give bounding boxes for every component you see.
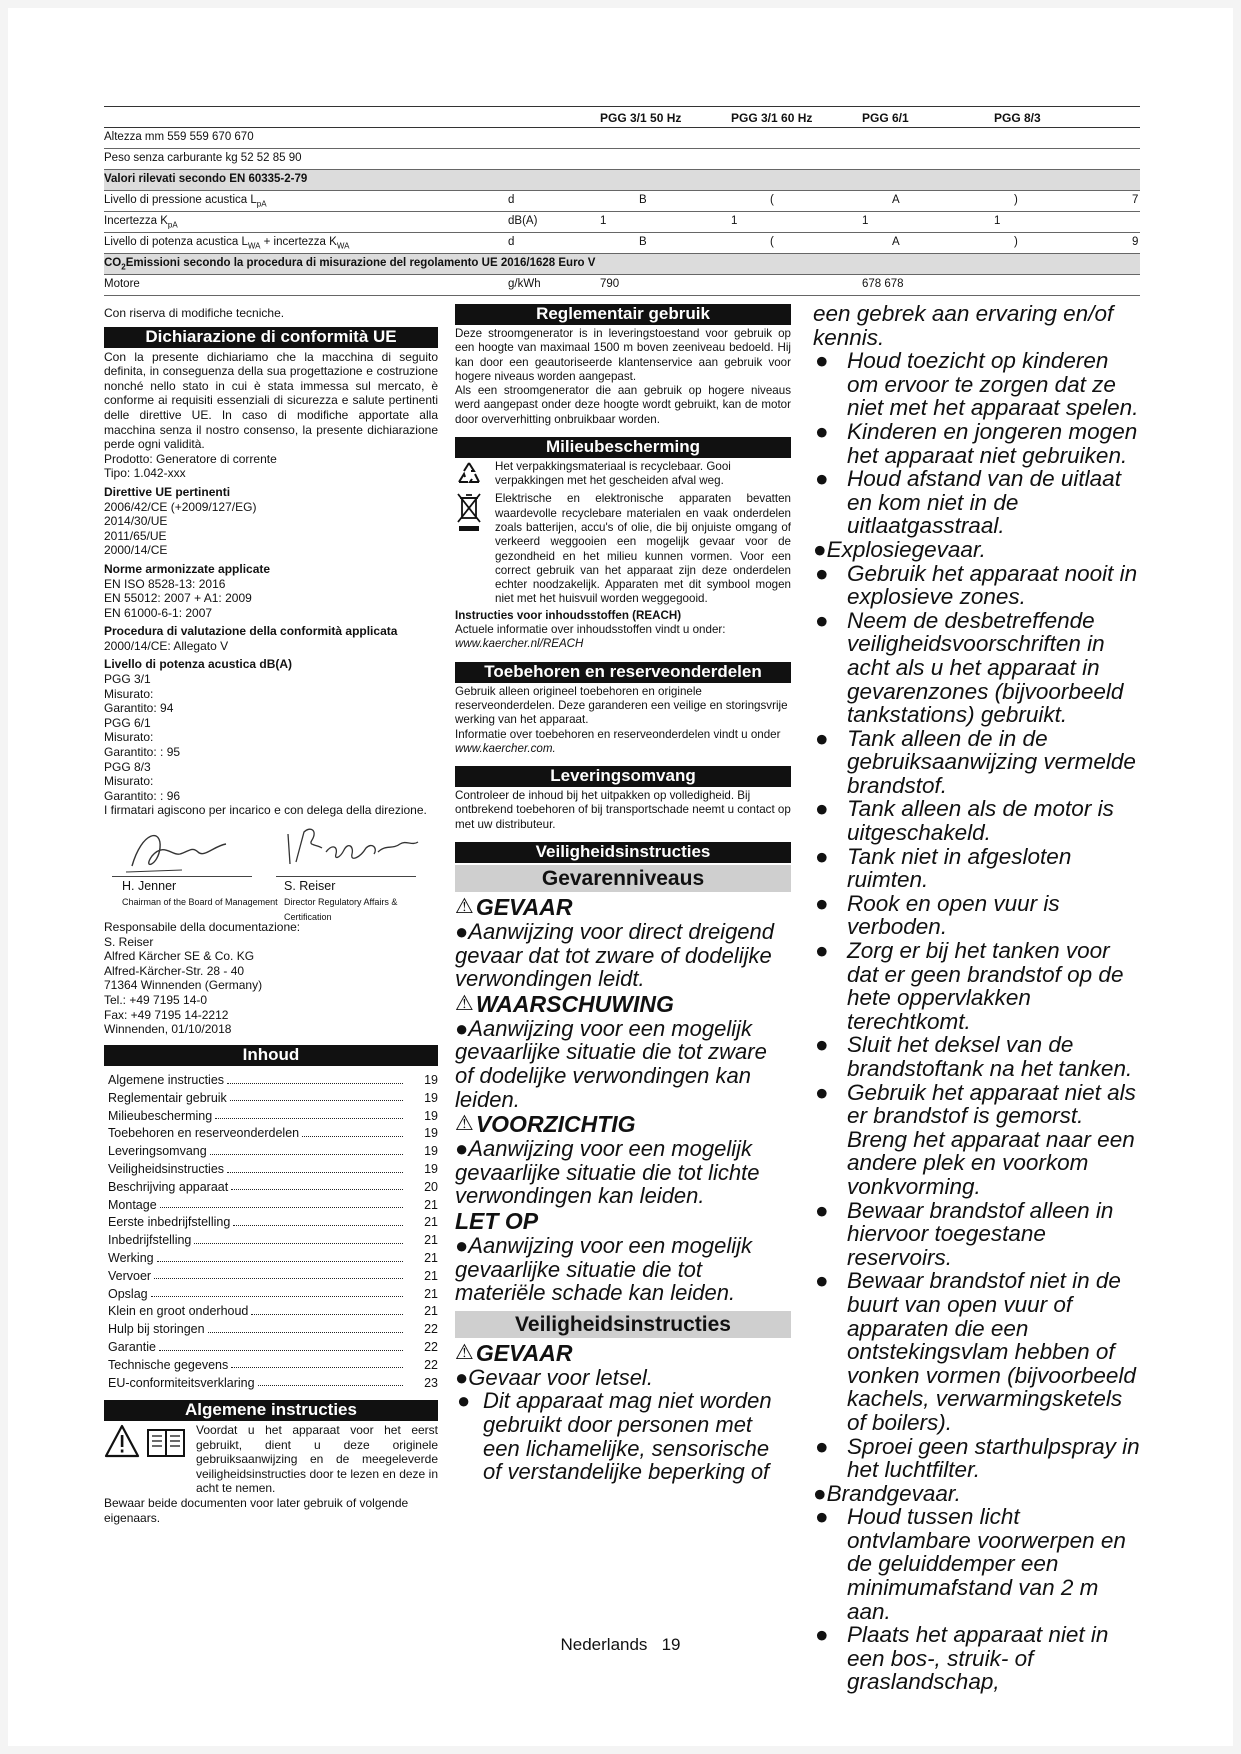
sound-line: Misurato: xyxy=(104,730,154,745)
crossed-bin-icon xyxy=(455,492,483,534)
paragraph: Bewaar beide documenten voor later gebruik of volgende eigenaars. xyxy=(104,1496,409,1525)
list-item: ● Bewaar brandstof alleen in hiervoor toegestane reservoirs. xyxy=(815,1197,1114,1270)
paragraph: Elektrische en elektronische apparaten bevatten waardevolle recyclebare materialen en vaak onderdelen zoals batterijen, accu's of olie, die bij onjuiste omgang of verkeerd weggooien een mogelijk gevaar voor de gezondheid en het milieu kunnen vormen. Voor een correct gebruik van het apparaat zijn deze onderdelen echter noodzakelijk. Apparaten met dit symbool mogen niet met het huisvuil worden weggegooid. xyxy=(495,492,791,606)
warning-triangle-icon: ⚠ xyxy=(455,991,474,1015)
toc-entry[interactable]: Leveringsomvang 19 xyxy=(108,1144,438,1159)
signatures xyxy=(104,824,438,932)
cell: 790 xyxy=(600,278,620,290)
cell: 1 xyxy=(994,215,1001,227)
column-middle xyxy=(455,304,791,1485)
row-label: Incertezza $K_{pA}$ xyxy=(104,215,178,230)
safety-list xyxy=(813,349,1143,1694)
warning-triangle-icon: ⚠ xyxy=(455,895,474,919)
table-row xyxy=(104,275,1140,296)
general-instructions xyxy=(104,1423,438,1496)
signatories-note: I firmatari agiscono per incarico e con delega della direzione. xyxy=(104,803,427,818)
sound-line: PGG 6/1 xyxy=(104,715,151,730)
list-item: ● Bewaar brandstof niet in de buurt van open vuur of apparaten die een ontstekingsvlam hebben of vonken vormen (bijvoorbeeld kachels, verwarmingsketels of boilers). xyxy=(815,1268,1136,1435)
table-row xyxy=(104,191,1140,212)
doc-line: S. Reiser xyxy=(104,934,154,949)
list-item: ● Tank alleen de in de gebruiksaanwijzing vermelde brandstof. xyxy=(815,725,1136,798)
toc-entry[interactable]: Veiligheidsinstructies 19 xyxy=(108,1161,438,1176)
directive: 2011/65/UE xyxy=(104,528,167,543)
doc-line: Tel.: +49 7195 14-0 xyxy=(104,992,208,1007)
norm: EN 55012: 2007 + A1: 2009 xyxy=(104,591,252,606)
cell: 9 xyxy=(1132,236,1139,248)
paragraph: Controleer de inhoud bij het uitpakken op volledigheid. Bij ontbrekend toebehoren of bij transportschade neemt u contact op met uw distributeur. xyxy=(455,789,791,831)
toc-entry[interactable]: Inbedrijfstelling 21 xyxy=(108,1233,438,1248)
list-heading: ●Brandgevaar. xyxy=(813,1480,961,1506)
toc-entry[interactable]: Reglementair gebruik 19 xyxy=(108,1090,438,1105)
recycle-icon xyxy=(455,460,483,488)
doc-line: Winnenden, 01/10/2018 xyxy=(104,1022,232,1037)
cell: 7 xyxy=(1132,194,1139,206)
paragraph: Voordat u het apparaat voor het eerst gebruikt, dient u deze originele gebruiksaanwijzing en de meegeleverde veiligheidsinstructies door te lezen en deze in acht te nemen. xyxy=(196,1423,438,1496)
sound-line: Garantito: : 95 xyxy=(104,745,181,760)
list-item: ● Gebruik het apparaat niet als er brandstof is gemorst. Breng het apparaat naar een andere plek en voorkom vonkvorming. xyxy=(815,1079,1136,1199)
kaercher-link[interactable]: www.kaercher.com. xyxy=(455,741,556,755)
toc-entry[interactable]: Algemene instructies 19 xyxy=(108,1072,438,1087)
table-row xyxy=(104,212,1140,233)
cell: 1 xyxy=(731,215,738,227)
signature-reiser xyxy=(282,824,422,876)
sound-line: Garantito: 94 xyxy=(104,701,174,716)
sound-line: Garantito: : 96 xyxy=(104,788,181,803)
reach-link[interactable]: www.kaercher.nl/REACH xyxy=(455,637,584,651)
directive: 2000/14/CE xyxy=(104,543,168,558)
cell: 678 678 xyxy=(862,278,904,290)
paragraph: Deze stroomgenerator is in leveringstoestand voor gebruik op een hoogte van maximaal 1500 m boven zeeniveau bedoeld. Hij kan door een geautoriseerde klantenservice aan gebruik voor hogere niveaus worden aangepast. xyxy=(455,327,791,383)
cell: ) xyxy=(1014,236,1018,248)
procedure: 2000/14/CE: Allegato V xyxy=(104,638,229,653)
toc-entry[interactable]: Hulp bij storingen 22 xyxy=(108,1322,438,1337)
list-heading: ●Explosiegevaar. xyxy=(813,536,986,562)
doc-line: Alfred-Kärcher-Str. 28 - 40 xyxy=(104,963,245,978)
col-header: PGG 3/1 60 Hz xyxy=(731,111,813,125)
hazard-text: ●Aanwijzing voor een mogelijk gevaarlijke situatie die tot lichte verwondingen kan leiden. xyxy=(455,1136,760,1209)
paragraph: een gebrek aan ervaring en/of kennis. xyxy=(813,301,1114,350)
paragraph: Con la presente dichiariamo che la macchina di seguito definita, in conseguenza della sua progettazione e costruzione nonché nello stato in cui è stata immessa sul mercato, è conforme ai requisiti essenziali di sicurezza e salute pertinenti delle direttive UE. In caso di modifiche apportate alla macchina senza il nostro consenso, la presente dichiarazione perde ogni validità. xyxy=(104,349,438,452)
paragraph: Actuele informatie over inhoudsstoffen vindt u onder: xyxy=(455,623,726,637)
list-item: ● Neem de desbetreffende veiligheidsvoorschriften in acht als u het apparaat in gevarenzones (bijvoorbeeld tankstations) gebruikt. xyxy=(815,607,1124,728)
product: Prodotto: Generatore di corrente xyxy=(104,451,277,466)
section-subtitle: Veiligheidsinstructies xyxy=(455,1311,791,1338)
section-title: Toebehoren en reserveonderdelen xyxy=(455,662,791,683)
list-item: ● Plaats het apparaat niet in een bos-, struik- of graslandschap, xyxy=(815,1622,1109,1695)
signatory-name: H. Jenner xyxy=(122,879,177,893)
subheading: Procedura di valutazione della conformità applicata xyxy=(104,624,398,639)
table-section-row xyxy=(104,170,1140,191)
toc-entry[interactable]: Werking 21 xyxy=(108,1250,438,1265)
hazard-caution: ⚠ VOORZICHTIG xyxy=(455,1111,636,1138)
paragraph: Als een stroomgenerator die aan gebruik op hogere niveaus werd aangepast onder deze hoogte wordt gebruikt, kan de motor door oververhitting onbruikbaar worden. xyxy=(455,384,791,426)
hazard-notice: LET OP xyxy=(455,1207,539,1234)
cell: 1 xyxy=(600,215,607,227)
subheading: Livello di potenza acustica dB(A) xyxy=(104,657,293,672)
list-item: ● Sproei geen starthulpspray in het luchtfilter. xyxy=(815,1433,1140,1483)
section-title: Milieubescherming xyxy=(455,437,791,458)
recycle-note xyxy=(455,460,791,492)
signatory-role: Director Regulatory Affairs & Certification xyxy=(284,897,398,922)
cell: ) xyxy=(1014,194,1018,206)
note: Con riserva di modifiche tecniche. xyxy=(104,306,285,320)
row-label: Valori rilevati secondo EN 60335-2-79 xyxy=(104,173,308,185)
cell: dB(A) xyxy=(508,215,538,227)
row-label: Livello di pressione acustica $L_{pA}$ xyxy=(104,194,267,209)
cell: A xyxy=(892,236,900,248)
doc-line: Alfred Kärcher SE & Co. KG xyxy=(104,949,255,964)
toc-entry[interactable]: Eerste inbedrijfstelling 21 xyxy=(108,1215,438,1230)
weee-note xyxy=(455,492,791,606)
toc-entry[interactable]: Vervoer 21 xyxy=(108,1268,438,1283)
list-item: ● Gebruik het apparaat nooit in explosieve zones. xyxy=(815,560,1138,610)
toc-entry[interactable]: Garantie 22 xyxy=(108,1339,438,1354)
col-header: PGG 3/1 50 Hz xyxy=(600,111,682,125)
cell: B xyxy=(639,236,647,248)
spec-table-header xyxy=(104,106,1140,128)
hazard-text: ●Gevaar voor letsel. xyxy=(455,1364,653,1390)
sound-line: Misurato: xyxy=(104,774,154,789)
list-item: ● Houd toezicht op kinderen om ervoor te zorgen dat ze niet met het apparaat spelen. xyxy=(815,348,1139,421)
hazard-text: ●Aanwijzing voor een mogelijk gevaarlijke situatie die tot materiële schade kan leiden. xyxy=(455,1232,752,1306)
type: Tipo: 1.042-xxx xyxy=(104,466,186,481)
table-row xyxy=(104,128,1140,149)
subheading: Instructies voor inhoudsstoffen (REACH) xyxy=(455,608,682,622)
norm: EN ISO 8528-13: 2016 xyxy=(104,576,226,591)
paragraph: Gebruik alleen origineel toebehoren en originele reserveonderdelen. Deze garanderen een veilige en storingsvrije werking van het apparaat. xyxy=(455,684,788,727)
section-title: Inhoud xyxy=(104,1045,438,1066)
norm: EN 61000-6-1: 2007 xyxy=(104,605,213,620)
row-label: Motore xyxy=(104,278,140,290)
table-row xyxy=(104,149,1140,170)
hazard-danger: ⚠ GEVAAR xyxy=(455,894,573,921)
toc-entry[interactable]: Klein en groot onderhoud 21 xyxy=(108,1304,438,1319)
directive: 2014/30/UE xyxy=(104,514,168,529)
subheading: Norme armonizzate applicate xyxy=(104,561,271,576)
list-item: ● Dit apparaat mag niet worden gebruikt door personen met een lichamelijke, sensorische of verstandelijke beperking of xyxy=(457,1388,772,1485)
cell: 1 xyxy=(862,215,869,227)
toc-entry[interactable]: Toebehoren en reserveonderdelen 19 xyxy=(108,1126,438,1141)
paragraph: Informatie over toebehoren en reserveonderdelen vindt u onder www.kaercher.com. xyxy=(455,727,781,755)
sound-line: PGG 3/1 xyxy=(104,672,151,687)
col-header: PGG 8/3 xyxy=(994,111,1041,125)
toc-entry[interactable]: EU-conformiteitsverklaring 23 xyxy=(108,1375,438,1390)
row-label: Livello di potenza acustica $L_{WA}$ + incertezza $K_{WA}$ xyxy=(104,236,350,251)
list-item: ● Tank niet in afgesloten ruimten. xyxy=(815,843,1072,893)
section-title: Veiligheidsinstructies xyxy=(455,842,791,863)
signature-jenner xyxy=(122,826,232,878)
cell: B xyxy=(639,194,647,206)
column-left xyxy=(104,308,438,1525)
list-item: ● Kinderen en jongeren mogen het apparaat niet gebruiken. xyxy=(815,418,1138,468)
hazard-warning: ⚠ WAARSCHUWING xyxy=(455,990,674,1017)
hazard-text: ●Aanwijzing voor direct dreigend gevaar dat tot zware of dodelijke verwondingen leidt. xyxy=(455,919,775,992)
directive: 2006/42/CE (+2009/127/EG) xyxy=(104,499,257,514)
table-row xyxy=(104,233,1140,254)
section-subtitle: Gevarenniveaus xyxy=(455,865,791,892)
section-title: Reglementair gebruik xyxy=(455,304,791,325)
list-item: ● Sluit het deksel van de brandstoftank na het tanken. xyxy=(815,1032,1133,1081)
section-title: Dichiarazione di conformità UE xyxy=(104,327,438,348)
toc-entry[interactable]: Beschrijving apparaat 20 xyxy=(108,1179,438,1194)
list-item: ● Zorg er bij het tanken voor dat er geen brandstof op de hete oppervlakken terechtkomt. xyxy=(815,938,1124,1034)
cell: ( xyxy=(770,236,774,248)
row-label: $CO_2Emissioni$ secondo la procedura di misurazione del regolamento UE 2016/1628 Euro V xyxy=(104,257,596,272)
table-section-row xyxy=(104,254,1140,275)
sound-line: Misurato: xyxy=(104,686,154,701)
list-item: ● Rook en open vuur is verboden. xyxy=(815,890,1060,940)
doc-line: Responsabile della documentazione: xyxy=(104,920,301,934)
row-label: Altezza mm 559 559 670 670 xyxy=(104,131,254,143)
page-footer: Nederlands 19 xyxy=(560,1635,681,1654)
cell: d xyxy=(508,194,515,206)
hazard-danger: ⚠ GEVAAR xyxy=(455,1339,573,1366)
paragraph: Het verpakkingsmateriaal is recyclebaar. Gooi verpakkingen met het gescheiden afval weg. xyxy=(495,460,731,488)
col-header: PGG 6/1 xyxy=(862,111,909,125)
column-right xyxy=(813,302,1143,1694)
section-title: Algemene instructies xyxy=(104,1400,438,1421)
row-label: Peso senza carburante kg 52 52 85 90 xyxy=(104,152,302,164)
subheading: Direttive UE pertinenti xyxy=(104,484,231,499)
doc-line: Fax: +49 7195 14-2212 xyxy=(104,1007,229,1022)
warning-triangle-icon: ⚠ xyxy=(455,1112,474,1136)
cell: A xyxy=(892,194,900,206)
cell: ( xyxy=(770,194,774,206)
toc-entry[interactable]: Technische gegevens 22 xyxy=(108,1357,438,1372)
cell: d xyxy=(508,236,515,248)
list-item: ● Houd tussen licht ontvlambare voorwerpen en de geluiddemper een minimumafstand van 2 m aan. xyxy=(815,1504,1126,1624)
warning-and-manual-icon xyxy=(104,1423,192,1461)
list-item: ● Houd afstand van de uitlaat en kom niet in de uitlaatgasstraal. xyxy=(815,466,1121,539)
sound-line: PGG 8/3 xyxy=(104,759,151,774)
table-of-contents xyxy=(104,1070,438,1390)
toc-entry[interactable]: Opslag 21 xyxy=(108,1286,438,1301)
toc-entry[interactable]: Milieubescherming 19 xyxy=(108,1108,438,1123)
signatory-role: Chairman of the Board of Management xyxy=(122,897,278,907)
list-item: ● Tank alleen als de motor is uitgeschakeld. xyxy=(815,796,1114,846)
section-title: Leveringsomvang xyxy=(455,766,791,787)
toc-entry[interactable]: Montage 21 xyxy=(108,1197,438,1212)
doc-line: 71364 Winnenden (Germany) xyxy=(104,978,263,993)
hazard-text: ●Aanwijzing voor een mogelijk gevaarlijke situatie die tot zware of dodelijke verwondingen kan leiden. xyxy=(455,1015,767,1112)
spec-table xyxy=(104,106,1140,296)
signatory-name: S. Reiser xyxy=(284,879,336,893)
cell: g/kWh xyxy=(508,278,541,290)
warning-triangle-icon: ⚠ xyxy=(455,1340,474,1364)
